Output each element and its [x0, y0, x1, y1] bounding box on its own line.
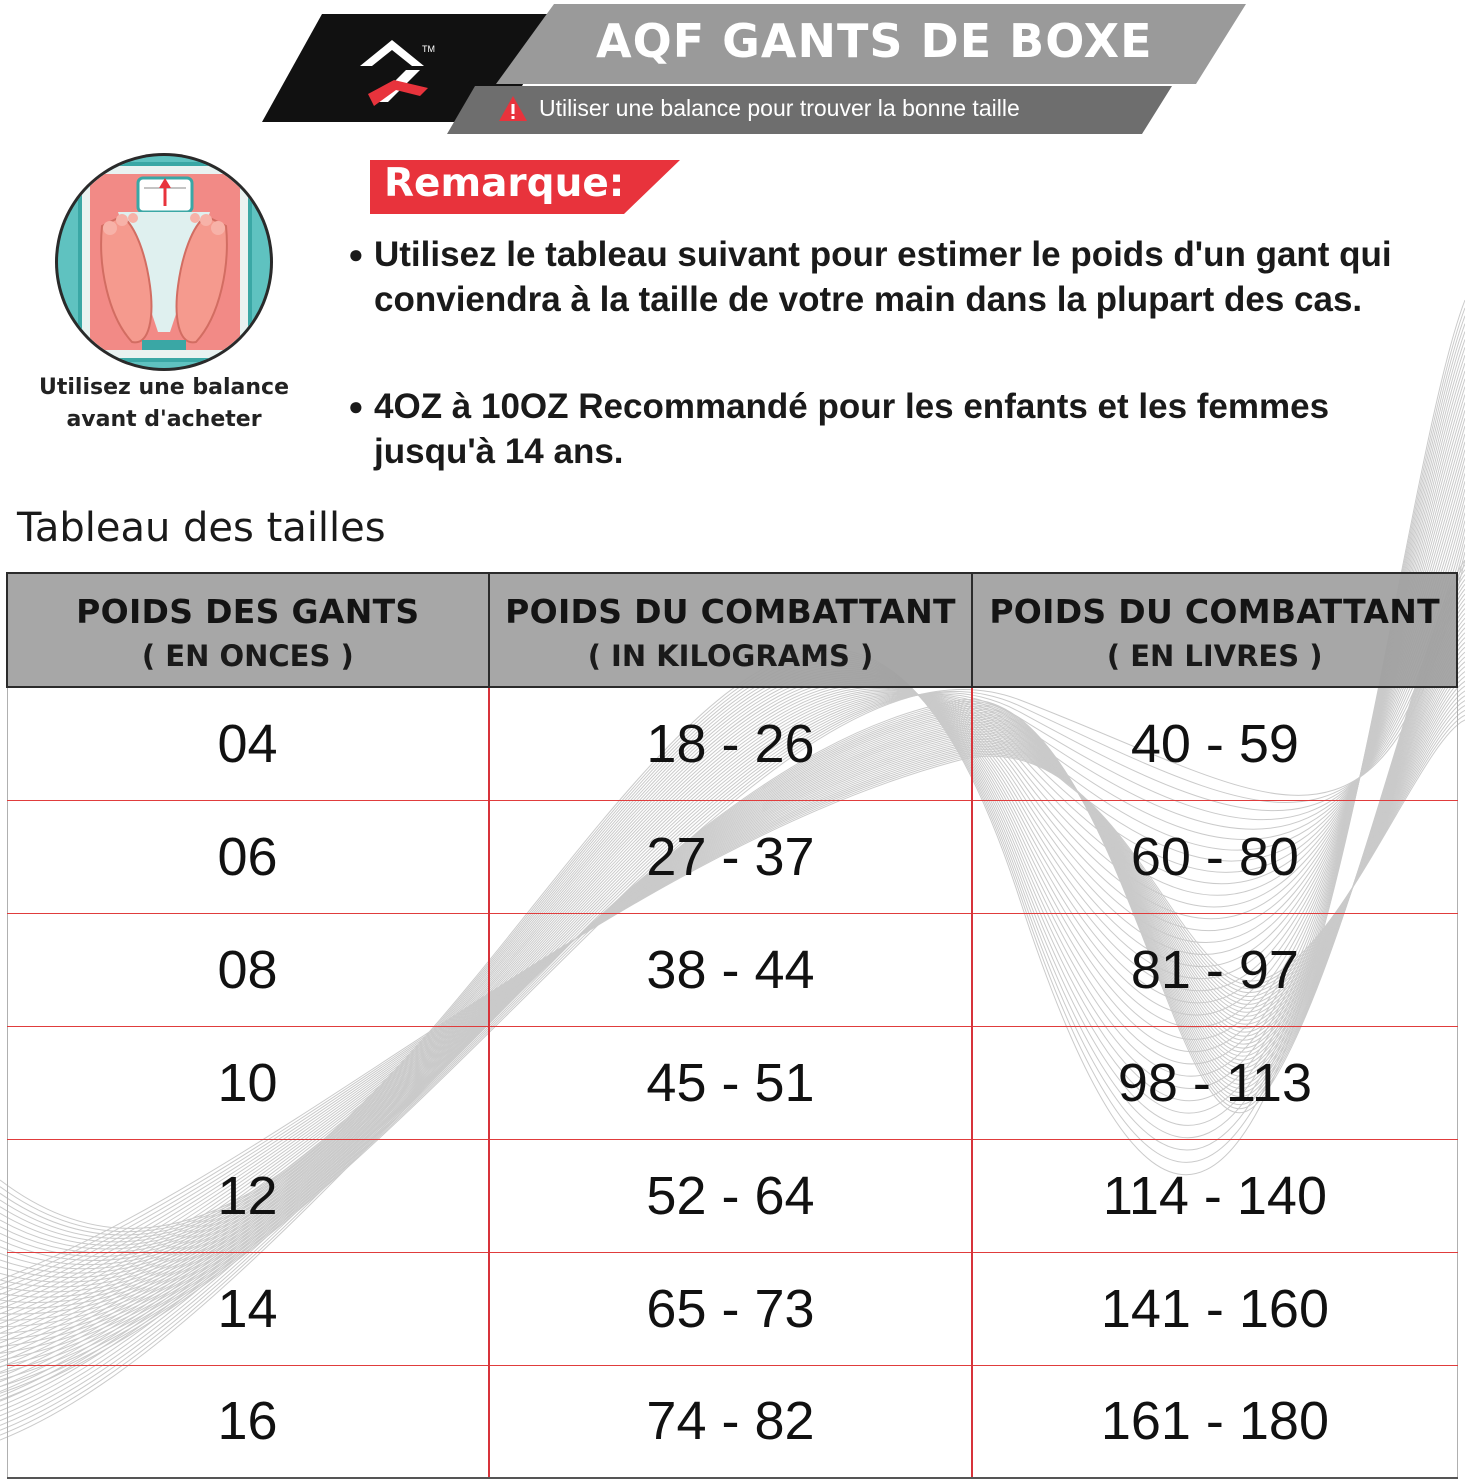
header-banner	[0, 0, 1465, 140]
weight-lbs-cell: 81 - 97	[972, 913, 1457, 1026]
column-header-label: POIDS DU COMBATTANT	[989, 591, 1440, 631]
bullet-icon: ●	[348, 391, 364, 421]
remark-note-2	[348, 384, 1428, 474]
glove-weight-cell: 10	[7, 1026, 489, 1139]
table-row	[7, 800, 1457, 913]
column-header-unit: ( EN LIVRES )	[1106, 638, 1323, 673]
table-row	[7, 687, 1457, 800]
table-row	[7, 1026, 1457, 1139]
remark-note-2-text: 4OZ à 10OZ Recommandé pour les enfants et les femmes jusqu'à 14 ans.	[374, 387, 1330, 471]
weight-lbs-cell: 98 - 113	[972, 1026, 1457, 1139]
scale-badge	[55, 153, 273, 371]
weight-lbs-cell: 114 - 140	[972, 1139, 1457, 1252]
weight-lbs-cell: 60 - 80	[972, 800, 1457, 913]
glove-weight-cell: 06	[7, 800, 489, 913]
weight-kg-cell: 52 - 64	[489, 1139, 973, 1252]
column-header-weight-lbs	[972, 573, 1457, 687]
page-title: AQF GANTS DE BOXE	[596, 14, 1153, 68]
bathroom-scale-icon	[58, 156, 270, 368]
weight-lbs-cell: 40 - 59	[972, 687, 1457, 800]
remark-note-1	[348, 232, 1428, 322]
weight-lbs-cell: 141 - 160	[972, 1252, 1457, 1365]
size-table	[6, 572, 1458, 1479]
column-header-unit: ( IN KILOGRAMS )	[587, 638, 874, 673]
scale-caption-line-2: avant d'acheter	[66, 407, 262, 432]
weight-kg-cell: 65 - 73	[489, 1252, 973, 1365]
glove-weight-cell: 12	[7, 1139, 489, 1252]
weight-kg-cell: 27 - 37	[489, 800, 973, 913]
remark-title: Remarque:	[384, 161, 625, 206]
table-row	[7, 913, 1457, 1026]
table-header-row	[7, 573, 1457, 687]
table-row	[7, 1139, 1457, 1252]
page-subtitle: Utiliser une balance pour trouver la bonne taille	[539, 95, 1020, 121]
weight-kg-cell: 38 - 44	[489, 913, 973, 1026]
weight-kg-cell: 18 - 26	[489, 687, 973, 800]
scale-caption-line-1: Utilisez une balance	[39, 375, 289, 400]
scale-caption	[20, 372, 308, 436]
column-header-glove-weight	[7, 573, 489, 687]
table-row	[7, 1365, 1457, 1478]
column-header-weight-kg	[489, 573, 973, 687]
weight-lbs-cell: 161 - 180	[972, 1365, 1457, 1478]
glove-weight-cell: 16	[7, 1365, 489, 1478]
aqf-logo-icon	[354, 36, 444, 114]
glove-weight-cell: 08	[7, 913, 489, 1026]
size-chart-title: Tableau des tailles	[17, 505, 386, 551]
warning-icon	[498, 95, 528, 122]
weight-kg-cell: 74 - 82	[489, 1365, 973, 1478]
remark-note-1-text: Utilisez le tableau suivant pour estimer le poids d'un gant qui conviendra à la taille de votre main dans la plupart des cas.	[374, 235, 1392, 319]
trademark-mark: TM	[422, 44, 435, 54]
table-row	[7, 1252, 1457, 1365]
column-header-label: POIDS DES GANTS	[76, 591, 420, 631]
glove-weight-cell: 14	[7, 1252, 489, 1365]
column-header-label: POIDS DU COMBATTANT	[505, 591, 956, 631]
column-header-unit: ( EN ONCES )	[141, 638, 354, 673]
bullet-icon: ●	[348, 239, 364, 269]
weight-kg-cell: 45 - 51	[489, 1026, 973, 1139]
glove-weight-cell: 04	[7, 687, 489, 800]
